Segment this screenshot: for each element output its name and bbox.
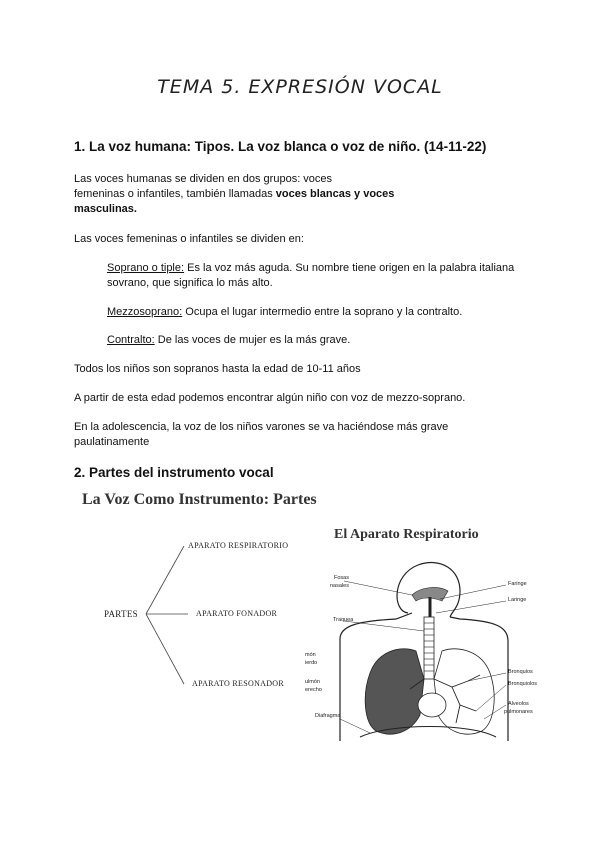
- trachea: [424, 617, 434, 679]
- branch-line-bottom: [146, 614, 184, 684]
- label-fosas: Fosas: [334, 575, 349, 581]
- label-faringe: Faringe: [508, 581, 527, 587]
- paragraph-children: Todos los niños son sopranos hasta la edad de 10-11 años: [74, 363, 361, 375]
- label-pulmon-izq: ierdo: [305, 660, 318, 666]
- paragraph-line: [74, 187, 394, 202]
- term-contralto: Contralto:: [107, 334, 155, 346]
- left-lung: [365, 649, 424, 734]
- paragraph-adolescence: [74, 420, 448, 450]
- figure-right-title: El Aparato Respiratorio: [334, 527, 479, 542]
- paragraph-subdivision: Las voces femeninas o infantiles se dividen en:: [74, 233, 304, 245]
- definition-line: sovrano, que significa lo más alto.: [107, 277, 273, 289]
- definition-line: [107, 261, 514, 276]
- definition-text: Es la voz más aguda. Su nombre tiene origen en la palabra italiana: [184, 262, 515, 274]
- definition-text: De las voces de mujer es la más grave.: [154, 334, 351, 346]
- definition-soprano: [107, 261, 514, 291]
- label-traquea: Traquea: [333, 617, 354, 623]
- paragraph-mezzo: A partir de esta edad podemos encontrar algún niño con voz de mezzo-soprano.: [74, 392, 466, 404]
- definition-mezzosoprano: [107, 305, 462, 320]
- label-nasales: nasales: [330, 583, 349, 589]
- term-mezzosoprano: Mezzosoprano:: [107, 306, 183, 318]
- bold-text: masculinas.: [74, 203, 137, 215]
- term-soprano: Soprano o tiple:: [107, 262, 185, 274]
- paragraph-voice-groups: [74, 172, 394, 217]
- right-lung: [434, 649, 494, 734]
- paragraph-line: paulatinamente: [74, 436, 150, 448]
- bold-text: voces blancas y voces: [275, 188, 395, 200]
- page-title: TEMA 5. EXPRESIÓN VOCAL: [157, 76, 443, 98]
- label-pulmon-izq: món: [305, 652, 316, 658]
- label-alveolos: pulmonares: [504, 709, 533, 715]
- definition-text: Ocupa el lugar intermedio entre la soprano y la contralto.: [182, 306, 463, 318]
- label-laringe: Laringe: [508, 597, 527, 603]
- branch-respiratorio: APARATO RESPIRATORIO: [188, 541, 289, 550]
- figure-left-title: La Voz Como Instrumento: Partes: [82, 491, 317, 508]
- label-bronquios: Bronquios: [508, 669, 533, 675]
- section2-heading: 2. Partes del instrumento vocal: [74, 465, 274, 480]
- paragraph-text: femeninas o infantiles, también llamadas: [74, 188, 276, 200]
- branch-fonador: APARATO FONADOR: [196, 609, 278, 618]
- definition-contralto: [107, 333, 350, 348]
- label-pulmon-der: ulmón: [305, 679, 320, 685]
- heart-area: [418, 693, 446, 717]
- label-alveolos: Alveolos: [508, 701, 529, 707]
- branch-line-top: [146, 546, 184, 614]
- partes-label: PARTES: [104, 609, 138, 619]
- paragraph-line: En la adolescencia, la voz de los niños varones se va haciéndose más grave: [74, 421, 449, 433]
- branch-resonador: APARATO RESONADOR: [192, 679, 285, 688]
- label-bronquiolos: Bronquiolos: [508, 681, 538, 687]
- label-diafragma: Diafragma: [315, 713, 341, 719]
- paragraph-line: Las voces humanas se dividen en dos grupos: voces: [74, 173, 333, 185]
- label-pulmon-der: erecho: [305, 687, 322, 693]
- section1-heading: 1. La voz humana: Tipos. La voz blanca o voz de niño. (14-11-22): [74, 139, 487, 154]
